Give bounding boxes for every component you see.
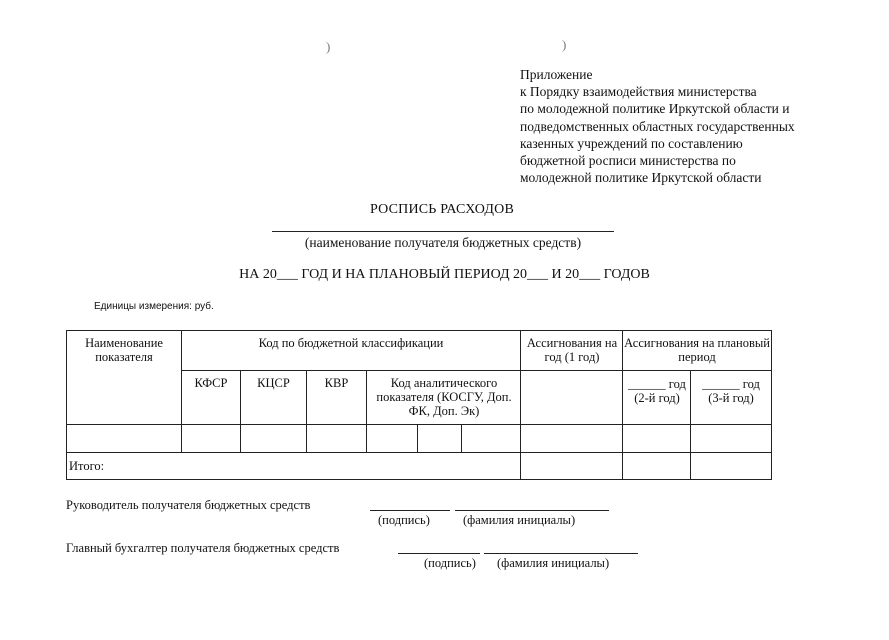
header-allocation-plan: Ассигнования на плановый период [624,336,770,364]
subheader-year3-line: ______ год [702,377,760,391]
signature-role-head: Руководитель получателя бюджетных средств [66,498,311,512]
header-allocation-year: Ассигнования на год (1 год) [526,336,618,364]
header-indicator-name: Наименование показателя [85,336,163,364]
appendix-line: молодежной политике Иркутской области [520,170,762,186]
appendix-line: казенных учреждений по составлению [520,135,743,151]
signature-caption: (подпись) [424,556,476,570]
name-caption: (фамилия инициалы) [497,556,610,570]
units-label: Единицы измерения: руб. [94,301,214,312]
subheader-year3 [692,377,770,405]
document-title: РОСПИСЬ РАСХОДОВ [369,202,515,217]
appendix-line: Приложение [520,67,593,82]
subheader-analytic-code: Код аналитического показателя (КОСГУ, Доп. ФК, Доп. Эк) [376,376,512,418]
subheader-kcsr: КЦСР [257,376,290,390]
subheader-kfsr: КФСР [194,376,228,390]
scan-mark: ) [326,39,331,54]
appendix-line: подведомственных областных государственных [520,118,795,134]
period-line: НА 20___ ГОД И НА ПЛАНОВЫЙ ПЕРИОД 20___ И 20___ ГОДОВ [239,267,650,282]
name-line [455,510,609,511]
name-caption: (фамилия инициалы) [463,513,576,527]
signature-line [370,510,450,511]
signature-line [398,553,480,554]
scan-mark: ) [562,37,567,52]
subheader-kvr: КВР [324,376,349,390]
subheader-year2-caption: (2-й год) [634,391,680,405]
subheader-year2 [624,377,690,405]
appendix-line: по молодежной политике Иркутской области и [520,101,790,117]
appendix-line: к Порядку взаимодействия министерства [520,84,757,100]
recipient-name-line [272,231,614,232]
subheader-year2-line: ______ год [628,377,686,391]
appendix-block [520,66,795,186]
signature-caption: (подпись) [378,513,430,527]
name-line [484,553,638,554]
total-label: Итого: [69,459,105,473]
header-budget-code: Код по бюджетной классификации [258,336,444,350]
subheader-year3-caption: (3-й год) [708,391,754,405]
signature-role-accountant: Главный бухгалтер получателя бюджетных средств [66,541,340,555]
appendix-line: бюджетной росписи министерства по [520,153,736,169]
recipient-caption: (наименование получателя бюджетных средств) [304,235,582,250]
